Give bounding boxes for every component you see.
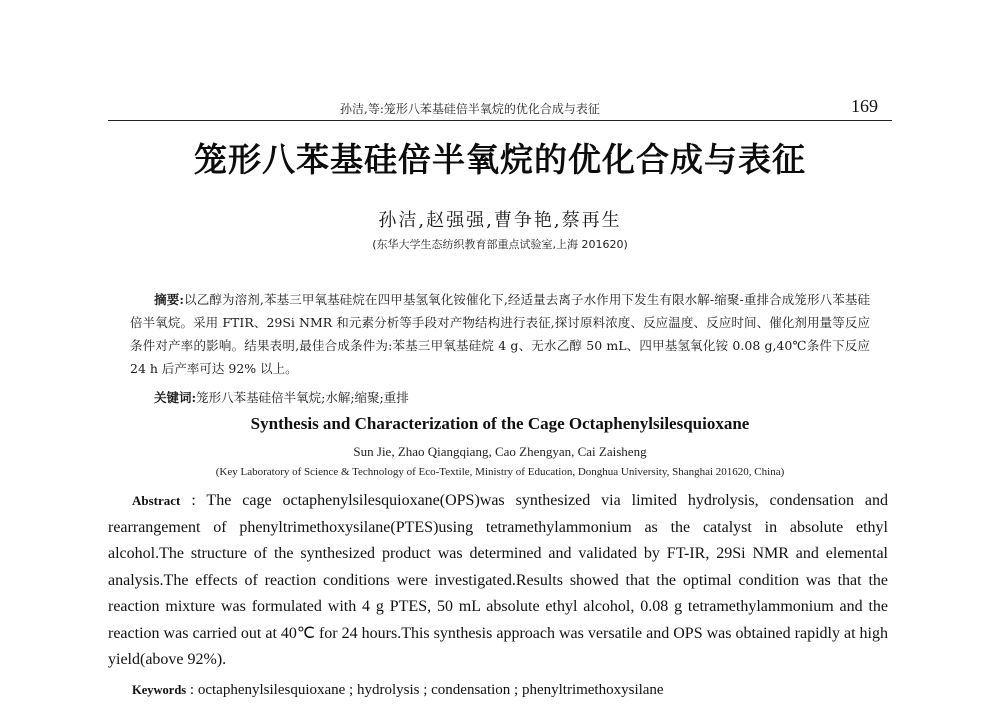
running-header bbox=[108, 96, 892, 121]
chinese-affiliation: (东华大学生态纺织教育部重点试验室,上海 201620) bbox=[372, 238, 628, 251]
chinese-title: 笼形八苯基硅倍半氧烷的优化合成与表征 bbox=[194, 140, 806, 179]
english-abstract-text: The cage octaphenylsilesquioxane(OPS)was synthesized via limited hydrolysis, condensation and rearrangement of phenyltrimethoxysilane(PTES)using tetramethylammonium as the catalyst in absolute ethyl alcohol.The structure of the synthesized product was determined and validated by FT-IR, 29Si NMR and elemental analysis.The effects of reaction conditions were investigated.Results showed that the optimal condition was that the reaction mixture was formulated with 4 g PTES, 50 mL absolute ethyl alcohol, 0.08 g tetramethylammonium and the reaction was carried out at 40℃ for 24 hours.This synthesis approach was versatile and OPS was obtained rapidly at high yield(above 92%). bbox=[108, 492, 888, 668]
english-keywords bbox=[132, 682, 888, 699]
english-affiliation: (Key Laboratory of Science & Technology of Eco-Textile, Ministry of Education, Donghua University, Shanghai 201620, China) bbox=[215, 466, 785, 478]
english-abstract bbox=[108, 488, 888, 674]
english-abstract-separator: : bbox=[180, 492, 207, 509]
english-authors: Sun Jie, Zhao Qiangqiang, Cao Zhengyan, Cai Zaisheng bbox=[353, 444, 647, 459]
chinese-abstract-label: 摘要: bbox=[154, 292, 184, 307]
page-number: 169 bbox=[851, 96, 878, 116]
chinese-abstract-text: 以乙醇为溶剂,苯基三甲氧基硅烷在四甲基氢氧化铵催化下,经适量去离子水作用下发生有限水解-缩聚-重排合成笼形八苯基硅倍半氧烷。采用 FTIR、29Si NMR 和元素分析等手段对产物结构进行表征,探讨原料浓度、反应温度、反应时间、催化剂用量等反应条件对产率的影响。结果表明,最佳合成条件为:苯基三甲氧基硅烷 4 g、无水乙醇 50 mL、四甲基氢氧化铵 0.08 g,40℃条件下反应 24 h 后产率可达 92% 以上。 bbox=[130, 292, 870, 376]
english-title: Synthesis and Characterization of the Cage Octaphenylsilesquioxane bbox=[250, 414, 750, 433]
running-title: 孙洁,等:笼形八苯基硅倍半氧烷的优化合成与表征 bbox=[340, 102, 600, 116]
chinese-authors: 孙洁,赵强强,曹争艳,蔡再生 bbox=[378, 210, 622, 231]
english-abstract-label: Abstract bbox=[132, 493, 181, 508]
chinese-keywords bbox=[154, 388, 870, 406]
english-keywords-text: octaphenylsilesquioxane ; hydrolysis ; condensation ; phenyltrimethoxysilane bbox=[197, 682, 664, 698]
chinese-keywords-text: 笼形八苯基硅倍半氧烷;水解;缩聚;重排 bbox=[196, 390, 409, 405]
english-keywords-separator: : bbox=[186, 682, 198, 698]
english-keywords-label: Keywords bbox=[132, 683, 187, 697]
chinese-keywords-label: 关键词: bbox=[154, 390, 197, 405]
chinese-abstract bbox=[130, 288, 870, 380]
